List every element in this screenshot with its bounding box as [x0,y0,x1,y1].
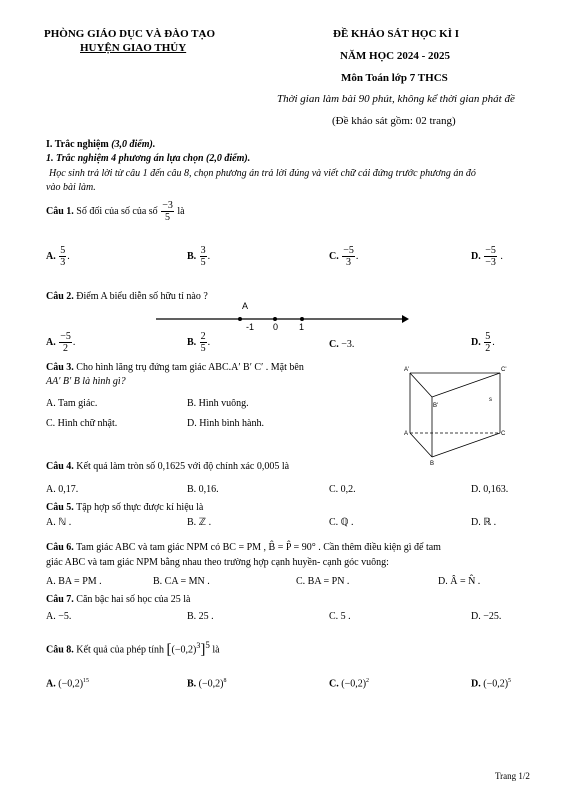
tick-0: 0 [273,322,279,332]
q4-option-c[interactable]: C. 0,2. [329,484,356,495]
frac-den: 5 [200,343,206,354]
option-exp: 2 [366,678,370,684]
fig-label-a: A [404,431,409,437]
left-bracket: [ [166,641,172,658]
q1-option-b[interactable]: B. $\frac{3}{5}$ . [187,245,211,268]
q1-option-c[interactable]: C. $\frac{-5}{3}$ . [329,245,359,268]
q7-text: Căn bậc hai số học của 25 là [76,594,191,605]
frac-den: −3 [485,257,496,268]
q8-option-d[interactable] [471,678,511,689]
option-key: A. [46,250,56,262]
q3-text-2: AA′ B′ B là hình gì? [46,376,126,387]
option-key: D. [471,678,481,690]
q3-option-c[interactable]: C. Hình chữ nhật. [46,418,118,429]
frac-num: 5 [485,331,491,342]
q8-option-b[interactable] [187,678,226,689]
option-exp: 5 [508,678,512,684]
point-a-label: A [242,301,249,311]
q8-label: Câu 8. [46,644,74,656]
q7-option-c[interactable]: C. 5 . [329,611,351,622]
q2-option-b[interactable]: B. $\frac{2}{5}$ . [187,331,211,354]
option-key: A. [46,678,56,690]
prism-figure [400,360,520,470]
q5-option-c[interactable]: C. ℚ . [329,517,354,528]
q6-text-2: giác ABC và tam giác NPM bằng nhau theo trường hợp cạnh huyền- cạnh góc vuông: [46,557,389,568]
section-points: (3,0 điểm). [111,139,156,150]
q1-text: Số đối của số của số [76,205,158,217]
fig-label-s: s [489,397,492,403]
exam-title: ĐỀ KHẢO SÁT HỌC KÌ I [333,28,460,40]
option-value: −3. [341,339,355,350]
q1-tail: là [177,205,185,217]
q1-option-d[interactable]: D. $\frac{-5}{-3}$ . [471,245,503,268]
q7-option-a[interactable]: A. −5. [46,611,72,622]
option-key: D. [471,336,481,348]
question-4 [46,461,289,472]
option-key: D. [471,250,481,262]
frac-num: −5 [60,331,71,342]
option-base: (−0,2) [58,678,84,690]
q5-text: Tập hợp số thực được kí hiệu là [76,502,204,513]
tick-1: 1 [299,322,305,332]
subject: Môn Toán lớp 7 THCS [341,72,448,84]
option-exp: 15 [83,678,90,684]
q5-option-a[interactable]: A. ℕ . [46,517,72,528]
fig-label-c: C [501,431,506,437]
q6-option-c[interactable]: C. BA = PN . [296,576,350,587]
q2-text: Điểm A biểu diễn số hữu tỉ nào ? [76,291,208,302]
q6-option-a[interactable]: A. BA = PM . [46,576,102,587]
school-year: NĂM HỌC 2024 - 2025 [340,50,450,62]
q8-expr: (−0,2) [171,644,197,656]
page-number: Trang 1/2 [495,771,530,781]
instruction-line-2: vào bài làm. [46,182,96,193]
option-exp: 8 [223,678,227,684]
option-key: C. [329,339,339,350]
frac-num: 5 [60,245,66,256]
section-title-text: I. Trắc nghiệm [46,139,112,150]
q2-option-d[interactable]: D. $\frac{5}{2}$ . [471,331,495,354]
q8-option-a[interactable] [46,678,89,689]
q4-label: Câu 4. [46,461,74,472]
option-base: (−0,2) [341,678,367,690]
q2-option-a[interactable]: A. $\frac{-5}{2}$ . [46,331,76,354]
section-title [46,139,155,150]
fig-label-a1: A' [404,367,410,373]
q5-option-b[interactable]: B. ℤ . [187,517,212,528]
fig-label-b: B [430,461,435,467]
tick-minus-1: -1 [246,322,255,332]
page-count: (Đề khảo sát gồm: 02 trang) [332,115,456,127]
q3-option-a[interactable]: A. Tam giác. [46,398,98,409]
section-subtitle: 1. Trắc nghiệm 4 phương án lựa chọn (2,0 điểm). [46,153,251,164]
question-7 [46,594,190,605]
question-5 [46,502,203,513]
question-3 [46,362,304,373]
frac-den: 2 [485,343,491,354]
fig-label-c1: C' [501,367,507,373]
q7-option-d[interactable]: D. −25. [471,611,502,622]
question-1 [46,200,185,223]
q6-text-1: Tam giác ABC và tam giác NPM có BC = PM , B̂ = P̂ = 90° . Cần thêm điều kiện gì để tam [76,542,441,553]
instruction-line-1: Học sinh trả lời từ câu 1 đến câu 8, chọn phương án trả lời đúng và viết chữ cái đứng trước phương án đó [49,168,476,179]
q8-inner-exp: 3 [196,641,201,650]
q8-option-c[interactable] [329,678,369,689]
q5-label: Câu 5. [46,502,74,513]
q4-option-b[interactable]: B. 0,16. [187,484,219,495]
q1-option-a[interactable]: A. $\frac{5}{3}$ . [46,245,70,268]
q8-tail: là [212,644,220,656]
fig-label-b1: B' [433,403,439,409]
q4-text: Kết quả làm tròn số 0,1625 với độ chính xác 0,005 là [76,461,290,472]
frac-den: 2 [63,343,69,354]
option-key: B. [187,678,197,690]
q1-label: Câu 1. [46,205,74,217]
right-bracket: ] [200,641,206,658]
q1-num: −3 [162,200,173,211]
q7-label: Câu 7. [46,594,74,605]
q5-option-d[interactable]: D. ℝ . [471,517,497,528]
q3-option-d[interactable]: D. Hình bình hành. [187,418,264,429]
q4-option-d[interactable]: D. 0,163. [471,484,509,495]
q2-label: Câu 2. [46,291,74,302]
q8-text: Kết quả của phép tính [76,644,165,656]
option-key: C. [329,250,339,262]
option-key: C. [329,678,339,690]
option-key: B. [187,336,197,348]
time-note: Thời gian làm bài 90 phút, không kể thời gian phát đề [277,93,515,105]
frac-den: 5 [200,257,206,268]
q7-option-b[interactable]: B. 25 . [187,611,214,622]
q2-option-c[interactable] [329,339,354,350]
q4-option-a[interactable]: A. 0,17. [46,484,79,495]
frac-den: 3 [346,257,352,268]
question-6 [46,542,441,553]
frac-num: −5 [485,245,496,256]
q8-outer-exp: 5 [205,640,210,650]
option-key: B. [187,250,197,262]
frac-num: 3 [200,245,206,256]
option-base: (−0,2) [198,678,224,690]
dept-name: PHÒNG GIÁO DỤC VÀ ĐÀO TẠO [44,28,216,40]
q1-den: 5 [165,212,170,223]
frac-num: −5 [343,245,354,256]
q6-option-b[interactable]: B. CA = MN . [153,576,210,587]
number-line [150,300,410,330]
q6-option-d[interactable]: D. Â = N̂ . [438,576,481,587]
q3-option-b[interactable]: B. Hình vuông. [187,398,249,409]
district-name: HUYỆN GIAO THỦY [80,42,187,54]
q3-text-1: Cho hình lăng trụ đứng tam giác ABC.A′ B′ C′ . Mặt bên [76,362,304,373]
option-base: (−0,2) [483,678,509,690]
option-key: A. [46,336,56,348]
q3-label: Câu 3. [46,362,74,373]
q1-fraction [161,200,174,223]
q6-label: Câu 6. [46,542,74,553]
question-8 [46,640,220,659]
frac-num: 2 [200,331,206,342]
frac-den: 3 [60,257,66,268]
